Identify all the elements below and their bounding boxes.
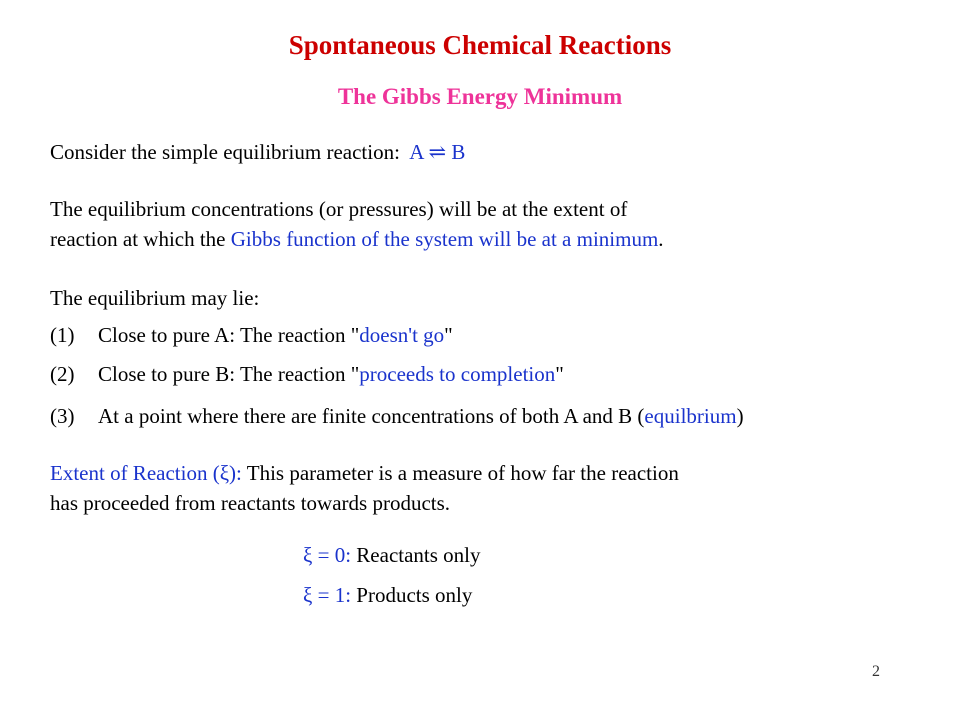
case-text-end: ": [444, 323, 453, 347]
xi-value: ξ = 1:: [303, 583, 352, 607]
extent-line-1-rest: This parameter is a measure of how far the reaction: [241, 461, 679, 485]
xi-description: Reactants only: [351, 543, 481, 567]
equilibrium-line-1: The equilibrium concentrations (or pressures) will be at the extent of: [50, 197, 628, 221]
equilibrium-line-2-start: reaction at which the: [50, 227, 231, 251]
case-text-end: ": [555, 362, 564, 386]
slide-subtitle: The Gibbs Energy Minimum: [337, 84, 623, 109]
equilibrium-line-2-end: .: [658, 227, 664, 251]
slide-title: Spontaneous Chemical Reactions: [288, 30, 672, 60]
extent-paragraph: [50, 458, 679, 518]
xi-value: ξ = 0:: [303, 543, 352, 567]
case-number: (2): [50, 362, 75, 386]
equilibrium-line-2: [50, 224, 664, 254]
extent-line-1: [50, 458, 679, 488]
case-number: (3): [50, 404, 75, 428]
case-text-start: Close to pure B: The reaction ": [98, 362, 360, 386]
extent-label: Extent of Reaction (ξ):: [50, 461, 242, 485]
lie-intro: The equilibrium may lie:: [50, 286, 260, 310]
case-text-start: Close to pure A: The reaction ": [98, 323, 360, 347]
case-highlight: doesn't go: [359, 323, 445, 347]
xi-row: [303, 540, 481, 570]
reaction-equation: A ⇌ B: [409, 140, 466, 164]
extent-line-2: has proceeded from reactants towards products.: [50, 491, 451, 515]
intro-text: Consider the simple equilibrium reaction:: [50, 140, 400, 164]
case-item: [50, 320, 453, 350]
case-highlight: proceeds to completion: [359, 362, 556, 386]
equilibrium-paragraph: [50, 194, 664, 254]
case-item: [50, 359, 564, 389]
case-text-start: At a point where there are finite concentrations of both A and B (: [98, 404, 645, 428]
case-number: (1): [50, 323, 75, 347]
intro-line: [50, 137, 465, 167]
case-highlight: equilbrium: [644, 404, 737, 428]
gibbs-minimum-highlight: Gibbs function of the system will be at a minimum: [230, 227, 659, 251]
case-text-end: ): [736, 404, 744, 428]
xi-row: [303, 580, 472, 610]
xi-description: Products only: [351, 583, 473, 607]
page-number: 2: [872, 663, 880, 680]
case-item: [50, 401, 744, 431]
